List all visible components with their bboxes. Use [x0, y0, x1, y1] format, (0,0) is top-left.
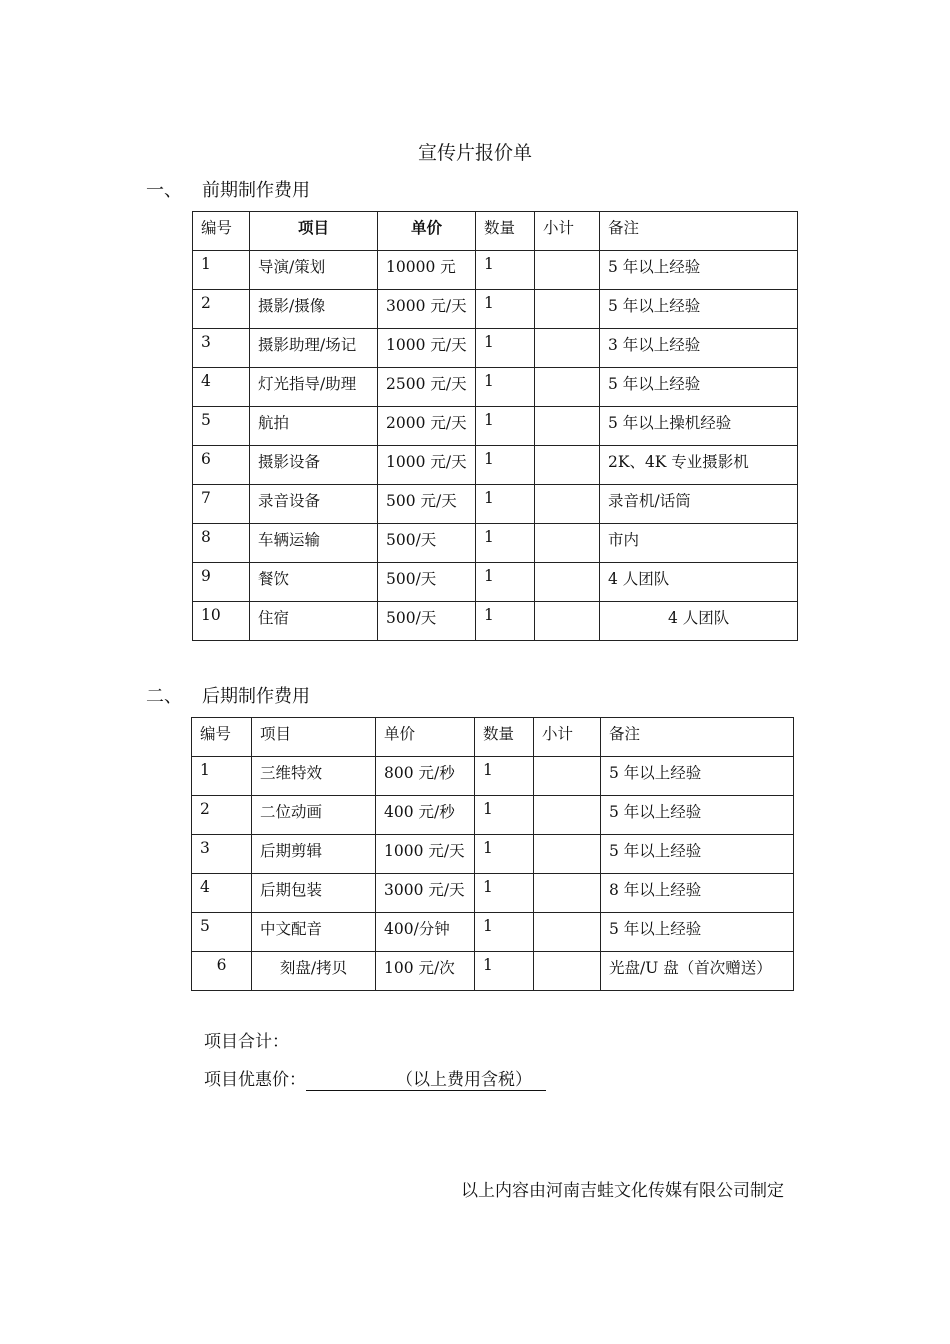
table-cell: 3: [192, 835, 252, 874]
table-cell: 500/天: [378, 602, 476, 641]
table-cell: 5 年以上经验: [600, 290, 798, 329]
table-cell: 3: [193, 329, 250, 368]
table-cell: 后期剪辑: [252, 835, 376, 874]
table-cell: 录音设备: [250, 485, 378, 524]
table-cell: 1: [475, 874, 534, 913]
table-cell: 3000 元/天: [376, 874, 475, 913]
table-cell: 摄影/摄像: [250, 290, 378, 329]
table-cell: 1000 元/天: [378, 446, 476, 485]
table-header-cell: 项目: [250, 212, 378, 251]
table-cell: 1: [193, 251, 250, 290]
table-header-row: [192, 718, 794, 757]
table-cell: 5: [192, 913, 252, 952]
table-cell: [534, 796, 601, 835]
table-cell: 1: [475, 757, 534, 796]
discount-price-line: [204, 1065, 546, 1091]
table-cell: 后期包装: [252, 874, 376, 913]
table-cell: 4: [192, 874, 252, 913]
table-cell: 1: [476, 368, 535, 407]
table-row: [193, 407, 798, 446]
table-cell: [535, 563, 600, 602]
table-row: [192, 874, 794, 913]
table-cell: 1: [476, 485, 535, 524]
table-cell: 1: [476, 602, 535, 641]
table-cell: 录音机/话筒: [600, 485, 798, 524]
section-label: 前期制作费用: [202, 180, 310, 201]
table-cell: 500/天: [378, 563, 476, 602]
table-row: [193, 602, 798, 641]
table-cell: [535, 524, 600, 563]
discount-price-blank: [306, 1065, 546, 1091]
table-cell: 800 元/秒: [376, 757, 475, 796]
table-cell: 8 年以上经验: [601, 874, 794, 913]
table-cell: 餐饮: [250, 563, 378, 602]
table-cell: 5: [193, 407, 250, 446]
company-note: 以上内容由河南吉蛙文化传媒有限公司制定: [461, 1181, 784, 1201]
table-row: [193, 251, 798, 290]
discount-price-label: 项目优惠价：: [204, 1070, 306, 1090]
table-cell: 6: [192, 952, 252, 991]
table-cell: [535, 485, 600, 524]
table-cell: 5 年以上经验: [601, 796, 794, 835]
table-cell: 1: [475, 913, 534, 952]
table-cell: [535, 602, 600, 641]
table-cell: 灯光指导/助理: [250, 368, 378, 407]
table-cell: [534, 757, 601, 796]
table-cell: 400 元/秒: [376, 796, 475, 835]
table-row: [192, 796, 794, 835]
table-cell: 5 年以上经验: [601, 835, 794, 874]
table-row: [193, 485, 798, 524]
table-cell: 5 年以上经验: [601, 913, 794, 952]
table-cell: 500/天: [378, 524, 476, 563]
table-row: [192, 835, 794, 874]
table-cell: 1: [476, 446, 535, 485]
table-cell: 2: [193, 290, 250, 329]
table-cell: 100 元/次: [376, 952, 475, 991]
table-header-cell: 数量: [476, 212, 535, 251]
table-cell: 400/分钟: [376, 913, 475, 952]
table-cell: 市内: [600, 524, 798, 563]
table-cell: 刻盘/拷贝: [252, 952, 376, 991]
table-cell: 1: [476, 524, 535, 563]
table-cell: 5 年以上操机经验: [600, 407, 798, 446]
table-cell: 1: [476, 563, 535, 602]
table-cell: 中文配音: [252, 913, 376, 952]
table-header-cell: 备注: [600, 212, 798, 251]
table-row: [193, 290, 798, 329]
table-cell: 住宿: [250, 602, 378, 641]
table-cell: 7: [193, 485, 250, 524]
section-number: 一、: [146, 180, 182, 201]
table-cell: 1: [476, 329, 535, 368]
table-cell: [534, 874, 601, 913]
table-header-cell: 编号: [193, 212, 250, 251]
table-cell: 光盘/U 盘（首次赠送）: [601, 952, 794, 991]
table-cell: 500 元/天: [378, 485, 476, 524]
section-heading-post-production: [146, 682, 310, 708]
table-header-cell: 单价: [378, 212, 476, 251]
table-cell: [535, 290, 600, 329]
table-cell: 1000 元/天: [378, 329, 476, 368]
table-cell: [535, 368, 600, 407]
table-cell: 摄影助理/场记: [250, 329, 378, 368]
table-cell: 1: [475, 952, 534, 991]
section-label: 后期制作费用: [202, 686, 310, 707]
table-cell: 2K、4K 专业摄影机: [600, 446, 798, 485]
table-cell: [534, 952, 601, 991]
section-number: 二、: [146, 686, 182, 707]
table-header-cell: 项目: [252, 718, 376, 757]
pre-production-table: [192, 211, 798, 641]
table-cell: 1: [476, 407, 535, 446]
table-row: [193, 446, 798, 485]
table-cell: 4 人团队: [600, 563, 798, 602]
table-cell: [535, 407, 600, 446]
table-row: [193, 563, 798, 602]
table-header-cell: 小计: [534, 718, 601, 757]
table-row: [192, 952, 794, 991]
table-header-cell: 备注: [601, 718, 794, 757]
table-cell: 9: [193, 563, 250, 602]
table-cell: [534, 835, 601, 874]
table-cell: 1: [192, 757, 252, 796]
table-cell: 摄影设备: [250, 446, 378, 485]
table-cell: 1: [476, 251, 535, 290]
table-cell: 车辆运输: [250, 524, 378, 563]
table-cell: 1000 元/天: [376, 835, 475, 874]
table-cell: 2500 元/天: [378, 368, 476, 407]
table-cell: 2: [192, 796, 252, 835]
table-cell: 航拍: [250, 407, 378, 446]
table-cell: 6: [193, 446, 250, 485]
table-cell: 10: [193, 602, 250, 641]
table-cell: 4: [193, 368, 250, 407]
table-row: [193, 524, 798, 563]
table-row: [192, 913, 794, 952]
table-cell: 5 年以上经验: [600, 368, 798, 407]
table-cell: 1: [475, 796, 534, 835]
table-cell: [535, 251, 600, 290]
table-cell: 二位动画: [252, 796, 376, 835]
table-cell: 1: [475, 835, 534, 874]
table-row: [193, 368, 798, 407]
table-cell: [535, 446, 600, 485]
table-cell: 3000 元/天: [378, 290, 476, 329]
table-row: [192, 757, 794, 796]
table-header-cell: 小计: [535, 212, 600, 251]
table-cell: 三维特效: [252, 757, 376, 796]
table-cell: 导演/策划: [250, 251, 378, 290]
post-production-table: [191, 717, 794, 991]
table-header-cell: 编号: [192, 718, 252, 757]
table-cell: 1: [476, 290, 535, 329]
tax-note: （以上费用含税）: [396, 1070, 532, 1090]
section-heading-pre-production: [146, 176, 310, 202]
table-cell: 4 人团队: [600, 602, 798, 641]
table-cell: 3 年以上经验: [600, 329, 798, 368]
table-cell: [534, 913, 601, 952]
table-cell: 5 年以上经验: [600, 251, 798, 290]
table-header-row: [193, 212, 798, 251]
page-title: 宣传片报价单: [417, 142, 532, 164]
table-cell: 2000 元/天: [378, 407, 476, 446]
table-row: [193, 329, 798, 368]
project-total-label: 项目合计：: [204, 1032, 289, 1052]
table-header-cell: 单价: [376, 718, 475, 757]
table-header-cell: 数量: [475, 718, 534, 757]
table-cell: 8: [193, 524, 250, 563]
table-cell: [535, 329, 600, 368]
table-cell: 5 年以上经验: [601, 757, 794, 796]
table-cell: 10000 元: [378, 251, 476, 290]
